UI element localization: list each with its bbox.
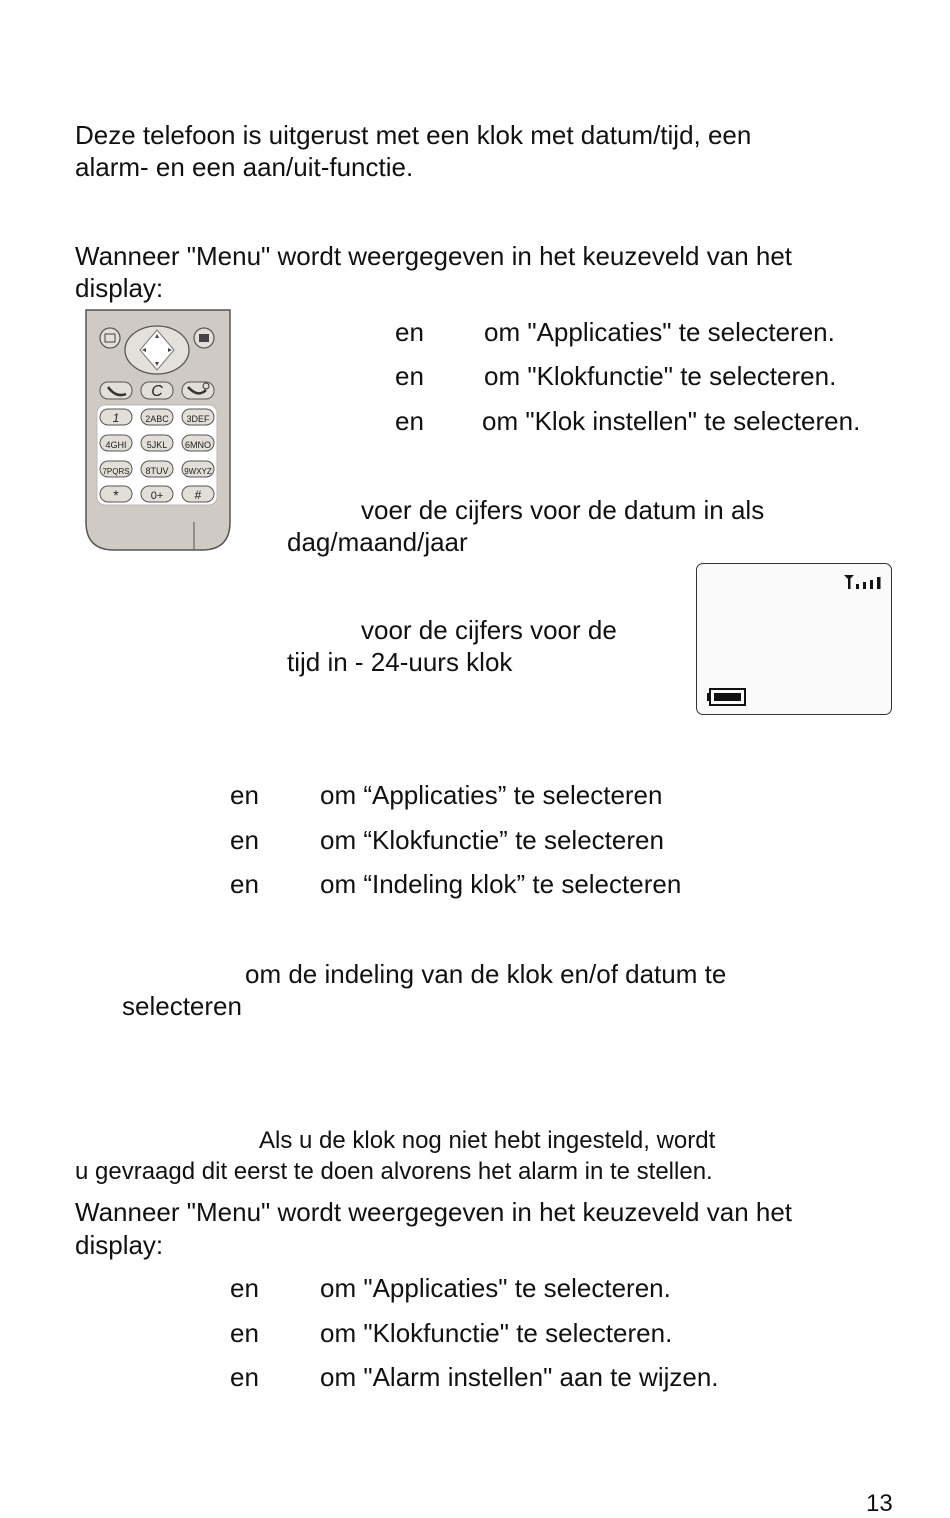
keypad-key-2: 2ABC <box>145 414 169 424</box>
end-key-icon <box>182 382 214 399</box>
alarm-step-2-text: om "Klokfunctie" te selecteren. <box>320 1318 673 1348</box>
clock-set-step-3-en: en <box>395 406 424 436</box>
clock-set-step-3-text: om "Klok instellen" te selecteren. <box>482 406 861 436</box>
signal-strength-icon <box>843 574 885 590</box>
page-number: 13 <box>866 1490 893 1517</box>
alarm-note-line-2: u gevraagd dit eerst te doen alvorens het alarm in te stellen. <box>75 1158 713 1185</box>
phone-keypad-illustration <box>82 308 234 554</box>
menu-instruction-line-1: Wanneer "Menu" wordt weergegeven in het keuzeveld van het <box>75 241 793 271</box>
alarm-step-3-en: en <box>230 1362 259 1392</box>
keypad-key-star: * <box>113 487 119 503</box>
phone-display-illustration <box>696 563 892 715</box>
format-select-line-1: om de indeling van de klok en/of datum te <box>245 959 727 989</box>
clock-set-step-2-en: en <box>395 361 424 391</box>
battery-icon <box>707 688 747 706</box>
keypad-key-hash: # <box>194 488 202 502</box>
clock-format-step-1-text: om “Applicaties” te selecteren <box>320 780 663 810</box>
menu-instruction-line-2: display: <box>75 273 164 303</box>
left-soft-key-icon <box>100 328 120 348</box>
alarm-step-1-text: om "Applicaties" te selecteren. <box>320 1273 671 1303</box>
alarm-menu-line-1: Wanneer "Menu" wordt weergegeven in het keuzeveld van het <box>75 1197 793 1227</box>
keypad-key-4: 4GHI <box>105 440 127 450</box>
keypad-key-9: 9WXYZ <box>184 467 212 476</box>
format-select-line-2: selecteren <box>122 991 242 1021</box>
alarm-menu-line-2: display: <box>75 1230 164 1260</box>
intro-line-2: alarm- en een aan/uit-functie. <box>75 152 414 182</box>
keypad-key-3: 3DEF <box>186 414 210 424</box>
time-instruction-line-1: voor de cijfers voor de <box>361 615 617 645</box>
alarm-step-1-en: en <box>230 1273 259 1303</box>
alarm-step-2-en: en <box>230 1318 259 1348</box>
clock-set-step-2-text: om "Klokfunctie" te selecteren. <box>484 361 837 391</box>
clock-format-step-2-text: om “Klokfunctie” te selecteren <box>320 825 664 855</box>
date-instruction-line-1: voer de cijfers voor de datum in als <box>361 495 765 525</box>
keypad-key-7: 7PQRS <box>102 467 130 476</box>
call-key-icon <box>100 382 132 399</box>
alarm-note-line-1: Als u de klok nog niet hebt ingesteld, wordt <box>259 1127 716 1154</box>
keypad-key-1: 1 <box>112 411 120 425</box>
keypad-key-0: 0+ <box>150 490 164 502</box>
clock-format-step-3-text: om “Indeling klok” te selecteren <box>320 869 682 899</box>
clock-set-step-1-en: en <box>395 317 424 347</box>
keypad-key-8: 8TUV <box>145 466 169 476</box>
clock-format-step-2-en: en <box>230 825 259 855</box>
keypad-key-5: 5JKL <box>146 440 168 450</box>
time-instruction-line-2: tijd in - 24-uurs klok <box>287 647 513 677</box>
clock-set-step-1-text: om "Applicaties" te selecteren. <box>484 317 835 347</box>
intro-line-1: Deze telefoon is uitgerust met een klok met datum/tijd, een <box>75 120 752 150</box>
alarm-step-3-text: om "Alarm instellen" aan te wijzen. <box>320 1362 719 1392</box>
date-instruction-line-2: dag/maand/jaar <box>287 527 468 557</box>
clear-key-label: C <box>151 383 163 400</box>
clock-format-step-3-en: en <box>230 869 259 899</box>
clock-format-step-1-en: en <box>230 780 259 810</box>
keypad-key-6: 6MNO <box>184 440 212 450</box>
